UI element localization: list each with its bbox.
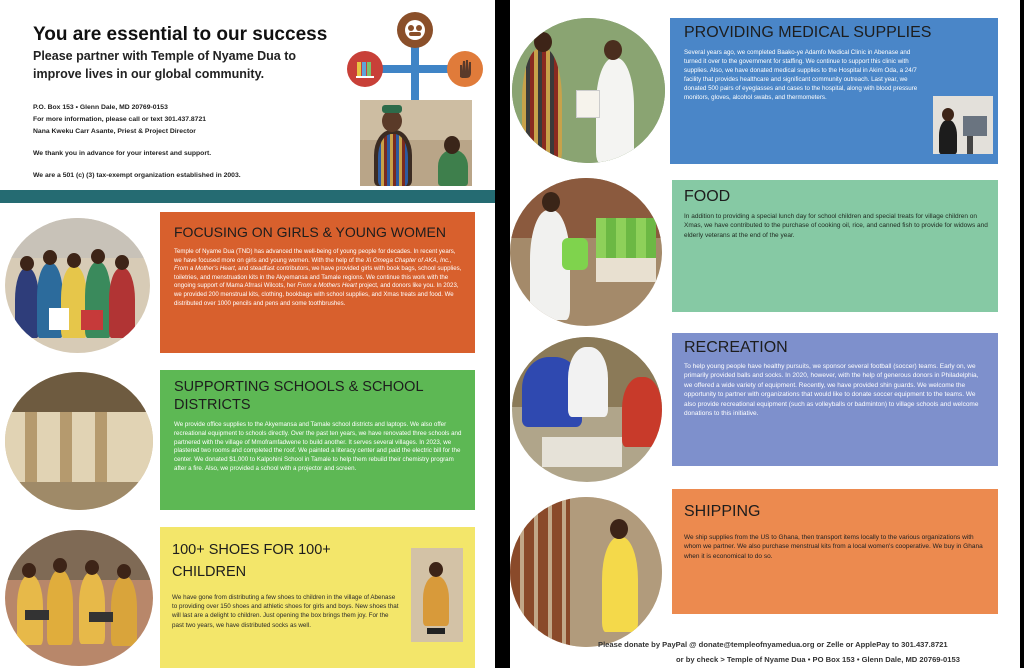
raised-hand-icon bbox=[447, 51, 483, 87]
contact-text: For more information, please call or text 301.437.8721 bbox=[33, 116, 207, 123]
girls-section-body: Temple of Nyame Dua (TND) has advanced the well-being of young people for decades. In recent years, we have focused more on girls and young women. With the help of the Xi Omega Chapter of AKA, Inc., From a Mother's Heart, and steadfast contributors, we have provided girls with book bags, school supplies, toiletries, and menstruation kits in the Akyemansa and Tamale regions. We continue this work with the ongoing support of Mama Afrrasi Wilcots, her From a Mothers Heart project, and donors like you. In 2023, we provided 200 menstrual kits, clothing, bookbags with school supplies, and Xmas treats and food. We distributed over 1000 pencils and pens and some toothbrushes. bbox=[174, 248, 462, 307]
food-distribution-photo bbox=[510, 178, 662, 326]
girls-photo bbox=[5, 218, 150, 353]
schools-section-body: We provide office supplies to the Akyemansa and Tamale school districts and laptops. We also offer recreational equipment to schools directly. Over the past ten years, we have renovated three schools and partnered with the village of Mmoframfadwene to build another. It serves several villages. In 2023, we plastered two rooms and completed the roof. We painted a literacy center and paid the electric bill for the center. We donated $1,000 to Kalpohini School in Tamale to help them rebuild their chemistry program after a fire. Also, we provided a school with a projector and screen. bbox=[174, 421, 462, 472]
logo-horizontal-bar bbox=[375, 65, 455, 73]
address-text: P.O. Box 153 • Glenn Dale, MD 20769-0153 bbox=[33, 104, 168, 111]
eyeglasses-photo bbox=[933, 96, 993, 154]
shoes-section-body: We have gone from distributing a few shoes to children in the village of Abenase to providing over 150 shoes and athletic shoes for girls and boys. New shoes that will last are a delight to children. Just opening the box brings them joy. For the past two years, we have distributed socks as well. bbox=[172, 594, 399, 629]
soccer-equipment-photo bbox=[512, 337, 662, 482]
hands-icon bbox=[397, 12, 433, 48]
shoes-children-photo bbox=[5, 530, 153, 666]
girl-with-shoes-photo bbox=[411, 548, 463, 642]
logo-emblem bbox=[345, 8, 485, 108]
priest-photo bbox=[360, 100, 472, 186]
books-icon bbox=[347, 51, 383, 87]
schools-section bbox=[160, 370, 475, 510]
recreation-section-body: To help young people have healthy pursuits, we sponsor several football (soccer) teams. Early on, we primarily provided balls and socks. In 2020, however, with the help of generous donors in Philadelphia, we offered a wide variety of equipment. Recently, we have provided shin guards. We welcome the opportunity to partner with organizations that would like to donate soccer equipment to the teams. We also provide recreational equipment (such as volleyballs or badminton) to village schools and welcome donations to this initiative. bbox=[684, 363, 979, 418]
girls-section-title: FOCUSING ON GIRLS & YOUNG WOMEN bbox=[174, 224, 446, 240]
donate-footer-line1: Please donate by PayPal @ donate@templeofnyamedua.org or Zelle or ApplePay to 301.437.8721 bbox=[598, 640, 948, 649]
shoes-section-title: 100+ SHOES FOR 100+ CHILDREN bbox=[172, 542, 331, 580]
left-page bbox=[0, 0, 495, 668]
right-page bbox=[510, 0, 1020, 668]
food-section-title: FOOD bbox=[684, 188, 731, 205]
schools-section-title: SUPPORTING SCHOOLS & SCHOOL DISTRICTS bbox=[174, 379, 423, 413]
header-title: You are essential to our success bbox=[33, 24, 328, 45]
school-building-photo bbox=[5, 372, 153, 510]
director-text: Nana Kweku Carr Asante, Priest & Project Director bbox=[33, 128, 196, 135]
header-divider bbox=[0, 190, 495, 203]
header-subtitle-line1: Please partner with Temple of Nyame Dua to bbox=[33, 49, 297, 63]
shipping-section bbox=[672, 489, 998, 614]
medical-photo bbox=[512, 18, 665, 163]
tax-status-text: We are a 501 (c) (3) tax-exempt organization established in 2003. bbox=[33, 172, 241, 179]
thanks-text: We thank you in advance for your interest and support. bbox=[33, 150, 212, 157]
girls-section bbox=[160, 212, 475, 353]
shipping-photo bbox=[510, 497, 662, 647]
food-section-body: In addition to providing a special lunch day for school children and special treats for village children on Xmas, we have contributed to the purchase of cooking oil, rice, and canned fish to provide for widows and elderly veterans at the end of the year. bbox=[684, 213, 988, 239]
recreation-section bbox=[672, 333, 998, 466]
header-subtitle-line2: improve lives in our global community. bbox=[33, 67, 265, 81]
food-section bbox=[672, 180, 998, 312]
recreation-section-title: RECREATION bbox=[684, 339, 788, 356]
medical-section-title: PROVIDING MEDICAL SUPPLIES bbox=[684, 24, 932, 41]
medical-section-body: Several years ago, we completed Baako-ye Adamfo Medical Clinic in Abenase and turned it over to the government for staffing. We continue to support this clinic with supplies. Also, we have donated medical supplies to the Hospital in Akim Oda, a 24/7 facility that provides healthcare and significant community outreach. Last year, we donated 500 pairs of eyeglasses and cases to the hospital, along with blood pressure monitors, gloves, alcohol swabs, and thermometers. bbox=[684, 49, 918, 101]
shipping-section-body: We ship supplies from the US to Ghana, then transport items locally to the various organizations with whom we partner. We also purchase menstrual kits from a local women's cooperative. We buy in Ghana when it is economical to do so. bbox=[684, 534, 983, 560]
shipping-section-title: SHIPPING bbox=[684, 503, 761, 520]
donate-footer-line2: or by check > Temple of Nyame Dua • PO Box 153 • Glenn Dale, MD 20769-0153 bbox=[676, 655, 960, 664]
